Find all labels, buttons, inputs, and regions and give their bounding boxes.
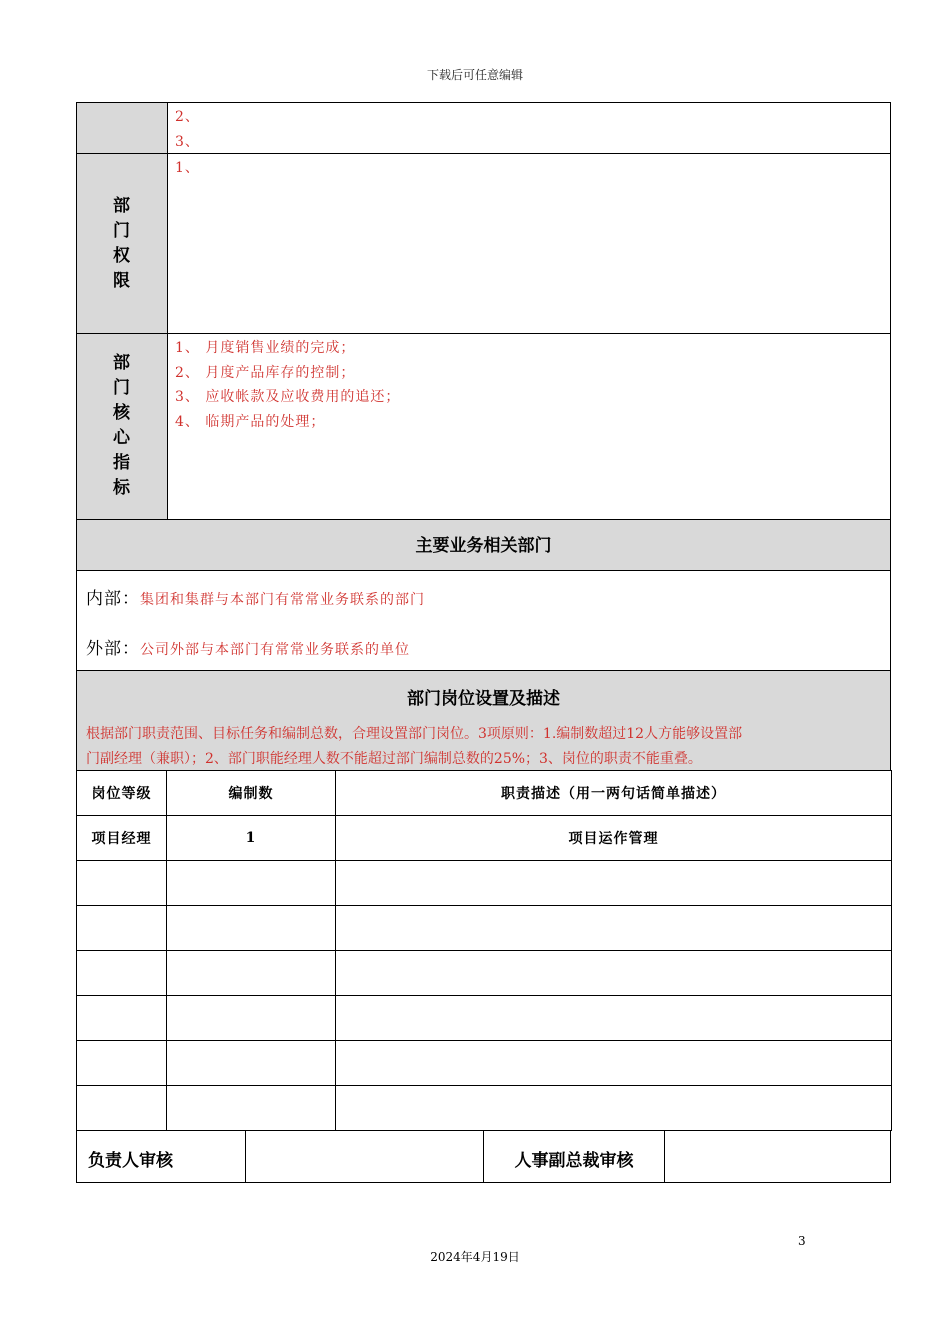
list-item: 1、 月度销售业绩的完成；	[175, 340, 356, 356]
column-header: 编制数	[167, 771, 336, 816]
table-cell	[336, 951, 892, 996]
table-cell	[77, 1041, 167, 1086]
list-item: 2、	[175, 109, 200, 125]
internal-line	[86, 584, 425, 609]
positions-table	[76, 770, 892, 1131]
page-number: 3	[798, 1234, 806, 1248]
table-cell	[77, 1086, 167, 1131]
signoff-left-value-cell	[245, 1130, 484, 1183]
table-cell	[336, 996, 892, 1041]
header-note: 下载后可任意编辑	[426, 68, 523, 82]
table-cell	[77, 861, 167, 906]
table-row	[77, 861, 892, 906]
table-row	[77, 906, 892, 951]
footer-date: 2024年4月19日	[430, 1250, 520, 1264]
table-cell	[167, 1086, 336, 1131]
core-indicators-list	[167, 334, 891, 436]
table-row	[77, 1086, 892, 1131]
table-cell	[77, 996, 167, 1041]
list-item: 2、 月度产品库存的控制；	[175, 364, 356, 381]
table-cell	[167, 951, 336, 996]
external-line	[86, 634, 410, 659]
positions-title: 部门岗位设置及描述	[407, 689, 560, 709]
external-text: 公司外部与本部门有常常业务联系的单位	[140, 642, 410, 658]
table-row	[77, 951, 892, 996]
list-item: 1、	[175, 160, 200, 176]
table-cell	[336, 861, 892, 906]
table-row	[77, 816, 892, 861]
column-header: 岗位等级	[77, 771, 167, 816]
top-row-label-cell	[76, 102, 168, 154]
authority-list	[167, 154, 891, 183]
internal-label: 内部：	[86, 589, 140, 609]
core-indicators-label: 部 门 核 心 指 标	[113, 353, 130, 498]
table-header-row	[77, 771, 892, 816]
table-cell: 项目运作管理	[336, 816, 892, 861]
table-cell	[77, 906, 167, 951]
top-row-list	[167, 103, 891, 156]
table-row	[77, 1041, 892, 1086]
table-cell	[336, 906, 892, 951]
table-cell	[336, 1086, 892, 1131]
signoff-right-label: 人事副总裁审核	[514, 1151, 634, 1171]
signoff-left-label: 负责人审核	[88, 1151, 173, 1171]
signoff-right-value-cell	[664, 1130, 891, 1183]
table-cell: 项目经理	[77, 816, 167, 861]
table-cell	[167, 1041, 336, 1086]
table-cell	[167, 861, 336, 906]
table-cell	[167, 906, 336, 951]
table-cell	[167, 996, 336, 1041]
column-header: 职责描述（用一两句话简单描述）	[336, 771, 892, 816]
external-label: 外部：	[86, 639, 140, 659]
positions-note: 根据部门职责范围、目标任务和编制总数，合理设置部门岗位。3项原则：1.编制数超过12人方能够设置部 门副经理（兼职）；2、部门职能经理人数不能超过部门编制总数的25%；3、岗位的职责不能重叠。	[86, 726, 743, 767]
table-row	[77, 996, 892, 1041]
table-cell	[336, 1041, 892, 1086]
internal-text: 集团和集群与本部门有常常业务联系的部门	[140, 592, 425, 608]
authority-label: 部 门 权 限	[113, 195, 130, 291]
list-item: 3、	[175, 133, 200, 150]
list-item: 4、 临期产品的处理；	[175, 413, 326, 430]
table-cell	[77, 951, 167, 996]
list-item: 3、 应收帐款及应收费用的追还；	[175, 389, 401, 405]
related-departments-title: 主要业务相关部门	[76, 519, 891, 571]
table-cell: 1	[167, 816, 336, 861]
